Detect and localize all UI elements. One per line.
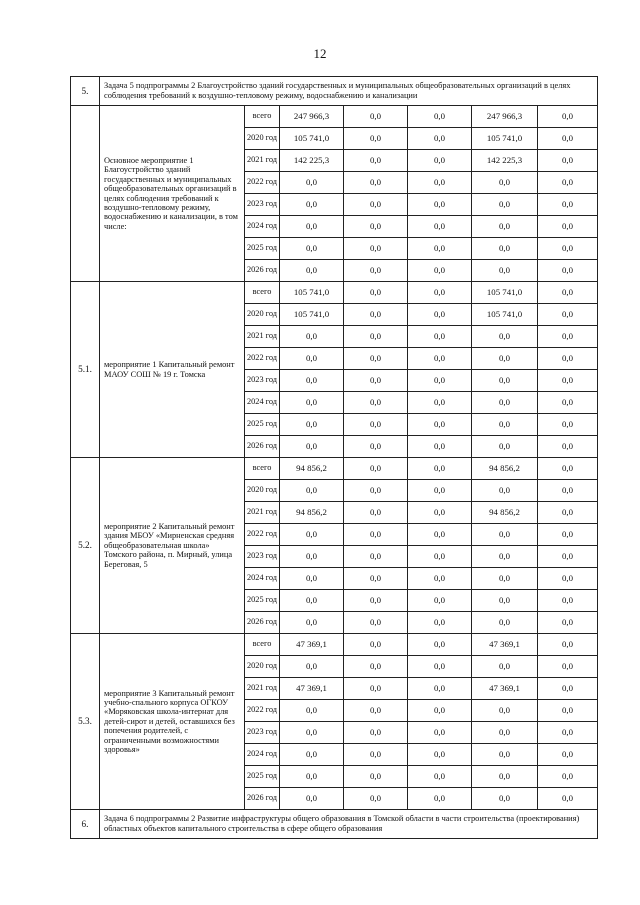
value-cell: 0,0 [344,524,408,546]
value-cell: 0,0 [280,546,344,568]
year-label: 2020 год [245,480,280,502]
year-label: 2021 год [245,678,280,700]
value-cell: 0,0 [538,656,598,678]
value-cell: 0,0 [344,480,408,502]
task-5-row [71,77,598,106]
value-cell: 0,0 [408,348,472,370]
value-cell: 0,0 [344,414,408,436]
year-label: 2025 год [245,590,280,612]
value-cell: 0,0 [408,788,472,810]
value-cell: 0,0 [344,656,408,678]
value-cell: 0,0 [472,216,538,238]
value-cell: 0,0 [408,590,472,612]
value-cell: 0,0 [408,370,472,392]
year-label: 2023 год [245,546,280,568]
value-cell: 0,0 [408,304,472,326]
value-cell: 0,0 [472,172,538,194]
value-cell: 0,0 [344,634,408,656]
value-cell: 105 741,0 [472,304,538,326]
value-cell: 0,0 [472,700,538,722]
value-cell: 0,0 [280,348,344,370]
value-cell: 0,0 [344,546,408,568]
value-cell: 0,0 [344,612,408,634]
measure-number: 5.1. [71,282,100,458]
value-cell: 0,0 [538,172,598,194]
value-cell: 0,0 [538,436,598,458]
year-label: 2023 год [245,194,280,216]
value-cell: 0,0 [538,502,598,524]
value-cell: 0,0 [472,260,538,282]
value-cell: 0,0 [538,546,598,568]
table-row [71,634,598,656]
value-cell: 0,0 [472,392,538,414]
value-cell: 0,0 [280,524,344,546]
value-cell: 0,0 [408,722,472,744]
value-cell: 0,0 [280,744,344,766]
value-cell: 94 856,2 [472,458,538,480]
value-cell: 0,0 [538,414,598,436]
value-cell: 0,0 [538,348,598,370]
value-cell: 0,0 [538,458,598,480]
value-cell: 0,0 [538,590,598,612]
value-cell: 0,0 [408,172,472,194]
value-cell: 142 225,3 [280,150,344,172]
measure-number: 5.2. [71,458,100,634]
value-cell: 0,0 [408,128,472,150]
value-cell: 0,0 [344,282,408,304]
year-label: всего [245,282,280,304]
value-cell: 247 966,3 [280,106,344,128]
value-cell: 0,0 [472,436,538,458]
value-cell: 0,0 [472,590,538,612]
value-cell: 0,0 [538,678,598,700]
value-cell: 0,0 [280,788,344,810]
value-cell: 0,0 [408,260,472,282]
year-label: 2021 год [245,502,280,524]
value-cell: 105 741,0 [280,128,344,150]
year-label: 2024 год [245,392,280,414]
value-cell: 0,0 [408,414,472,436]
value-cell: 0,0 [408,106,472,128]
year-label: 2023 год [245,370,280,392]
year-label: 2020 год [245,304,280,326]
value-cell: 0,0 [538,304,598,326]
value-cell: 0,0 [408,766,472,788]
value-cell: 0,0 [344,348,408,370]
value-cell: 0,0 [538,238,598,260]
value-cell: 0,0 [344,128,408,150]
value-cell: 0,0 [472,656,538,678]
value-cell: 0,0 [344,744,408,766]
value-cell: 0,0 [280,722,344,744]
value-cell: 0,0 [344,700,408,722]
value-cell: 0,0 [344,260,408,282]
value-cell: 0,0 [280,568,344,590]
value-cell: 0,0 [280,172,344,194]
value-cell: 0,0 [344,304,408,326]
value-cell: 0,0 [344,766,408,788]
year-label: 2023 год [245,722,280,744]
value-cell: 0,0 [280,766,344,788]
value-cell: 0,0 [408,700,472,722]
value-cell: 0,0 [408,216,472,238]
year-label: 2022 год [245,348,280,370]
value-cell: 0,0 [408,524,472,546]
measure-number [71,106,100,282]
measure-name: мероприятие 1 Капитальный ремонт МАОУ СОШ № 19 г. Томска [100,282,245,458]
value-cell: 0,0 [538,194,598,216]
value-cell: 0,0 [344,150,408,172]
value-cell: 0,0 [408,568,472,590]
value-cell: 0,0 [408,678,472,700]
value-cell: 0,0 [538,150,598,172]
task-5-number: 5. [71,77,100,106]
value-cell: 0,0 [280,370,344,392]
value-cell: 0,0 [344,194,408,216]
value-cell: 47 369,1 [280,678,344,700]
year-label: 2025 год [245,766,280,788]
table-row [71,282,598,304]
measure-name: Основное мероприятие 1 Благоустройство зданий государственных и муниципальных общеобразовательных организаций в целях соблюдения требований к воздушно-тепловому режиму, водоснабжению и канализации, в том числе: [100,106,245,282]
value-cell: 0,0 [408,282,472,304]
year-label: 2020 год [245,656,280,678]
value-cell: 47 369,1 [472,678,538,700]
table-row [71,458,598,480]
value-cell: 0,0 [538,480,598,502]
value-cell: 0,0 [472,370,538,392]
value-cell: 0,0 [472,480,538,502]
value-cell: 0,0 [344,326,408,348]
value-cell: 0,0 [344,392,408,414]
value-cell: 0,0 [344,788,408,810]
year-label: 2022 год [245,524,280,546]
value-cell: 0,0 [472,612,538,634]
value-cell: 0,0 [472,766,538,788]
value-cell: 0,0 [472,326,538,348]
year-label: 2022 год [245,700,280,722]
task-6-row [71,810,598,839]
value-cell: 0,0 [472,788,538,810]
value-cell: 0,0 [408,634,472,656]
measure-number: 5.3. [71,634,100,810]
value-cell: 0,0 [280,436,344,458]
value-cell: 0,0 [408,656,472,678]
value-cell: 0,0 [538,282,598,304]
measure-name: мероприятие 2 Капитальный ремонт здания МБОУ «Мирненская средняя общеобразовательная школа» Томского района, п. Мирный, улица Береговая, 5 [100,458,245,634]
year-label: 2024 год [245,568,280,590]
value-cell: 0,0 [344,238,408,260]
year-label: 2024 год [245,216,280,238]
value-cell: 0,0 [280,392,344,414]
value-cell: 0,0 [472,238,538,260]
value-cell: 0,0 [344,568,408,590]
year-label: 2026 год [245,260,280,282]
value-cell: 0,0 [538,216,598,238]
value-cell: 0,0 [472,546,538,568]
year-label: 2020 год [245,128,280,150]
value-cell: 0,0 [538,634,598,656]
year-label: всего [245,634,280,656]
value-cell: 0,0 [280,238,344,260]
value-cell: 105 741,0 [280,282,344,304]
value-cell: 0,0 [538,744,598,766]
task-5-text: Задача 5 подпрограммы 2 Благоустройство зданий государственных и муниципальных общеобразовательных организаций в целях соблюдения требований к воздушно-тепловому режиму, водоснабжению и канализации [100,77,598,106]
year-label: 2022 год [245,172,280,194]
value-cell: 0,0 [408,326,472,348]
value-cell: 0,0 [538,766,598,788]
year-label: 2025 год [245,414,280,436]
value-cell: 247 966,3 [472,106,538,128]
year-label: 2021 год [245,326,280,348]
value-cell: 105 741,0 [472,128,538,150]
value-cell: 0,0 [344,370,408,392]
value-cell: 0,0 [280,700,344,722]
value-cell: 0,0 [538,568,598,590]
value-cell: 0,0 [408,502,472,524]
value-cell: 0,0 [408,744,472,766]
value-cell: 0,0 [538,722,598,744]
value-cell: 105 741,0 [472,282,538,304]
year-label: 2026 год [245,612,280,634]
value-cell: 0,0 [344,106,408,128]
value-cell: 0,0 [280,414,344,436]
task-6-number: 6. [71,810,100,839]
value-cell: 0,0 [280,656,344,678]
value-cell: 0,0 [472,568,538,590]
value-cell: 0,0 [408,546,472,568]
value-cell: 47 369,1 [472,634,538,656]
value-cell: 0,0 [538,524,598,546]
value-cell: 0,0 [408,392,472,414]
value-cell: 0,0 [538,700,598,722]
year-label: 2025 год [245,238,280,260]
value-cell: 0,0 [472,414,538,436]
value-cell: 0,0 [538,788,598,810]
value-cell: 0,0 [472,722,538,744]
value-cell: 0,0 [280,480,344,502]
value-cell: 47 369,1 [280,634,344,656]
value-cell: 0,0 [344,502,408,524]
value-cell: 105 741,0 [280,304,344,326]
value-cell: 0,0 [408,480,472,502]
budget-table [70,76,598,839]
year-label: 2021 год [245,150,280,172]
value-cell: 0,0 [408,194,472,216]
year-label: всего [245,106,280,128]
value-cell: 0,0 [538,106,598,128]
value-cell: 142 225,3 [472,150,538,172]
value-cell: 0,0 [344,590,408,612]
measure-name: мероприятие 3 Капитальный ремонт учебно-спального корпуса ОГКОУ «Моряковская школа-интернат для детей-сирот и детей, оставшихся без попечения родителей, с ограниченными возможностями здоровья» [100,634,245,810]
value-cell: 0,0 [472,348,538,370]
value-cell: 0,0 [344,216,408,238]
value-cell: 94 856,2 [280,502,344,524]
value-cell: 0,0 [280,216,344,238]
value-cell: 0,0 [280,590,344,612]
value-cell: 0,0 [344,458,408,480]
value-cell: 0,0 [538,370,598,392]
year-label: 2024 год [245,744,280,766]
value-cell: 0,0 [344,722,408,744]
value-cell: 0,0 [408,238,472,260]
task-6-text: Задача 6 подпрограммы 2 Развитие инфраструктуры общего образования в Томской области в части строительства (проектирования) областных объектов капитального строительства в сфере общего образования [100,810,598,839]
value-cell: 0,0 [538,128,598,150]
value-cell: 0,0 [280,612,344,634]
page-number: 12 [313,46,327,61]
table-row [71,106,598,128]
value-cell: 0,0 [408,612,472,634]
year-label: всего [245,458,280,480]
value-cell: 0,0 [408,150,472,172]
value-cell: 0,0 [472,744,538,766]
value-cell: 0,0 [472,524,538,546]
value-cell: 0,0 [280,194,344,216]
value-cell: 0,0 [408,436,472,458]
year-label: 2026 год [245,436,280,458]
year-label: 2026 год [245,788,280,810]
value-cell: 0,0 [538,260,598,282]
value-cell: 0,0 [344,436,408,458]
value-cell: 0,0 [538,392,598,414]
value-cell: 0,0 [538,326,598,348]
value-cell: 0,0 [344,172,408,194]
value-cell: 94 856,2 [280,458,344,480]
value-cell: 0,0 [280,326,344,348]
value-cell: 0,0 [538,612,598,634]
value-cell: 0,0 [344,678,408,700]
value-cell: 0,0 [472,194,538,216]
value-cell: 0,0 [280,260,344,282]
value-cell: 0,0 [408,458,472,480]
value-cell: 94 856,2 [472,502,538,524]
